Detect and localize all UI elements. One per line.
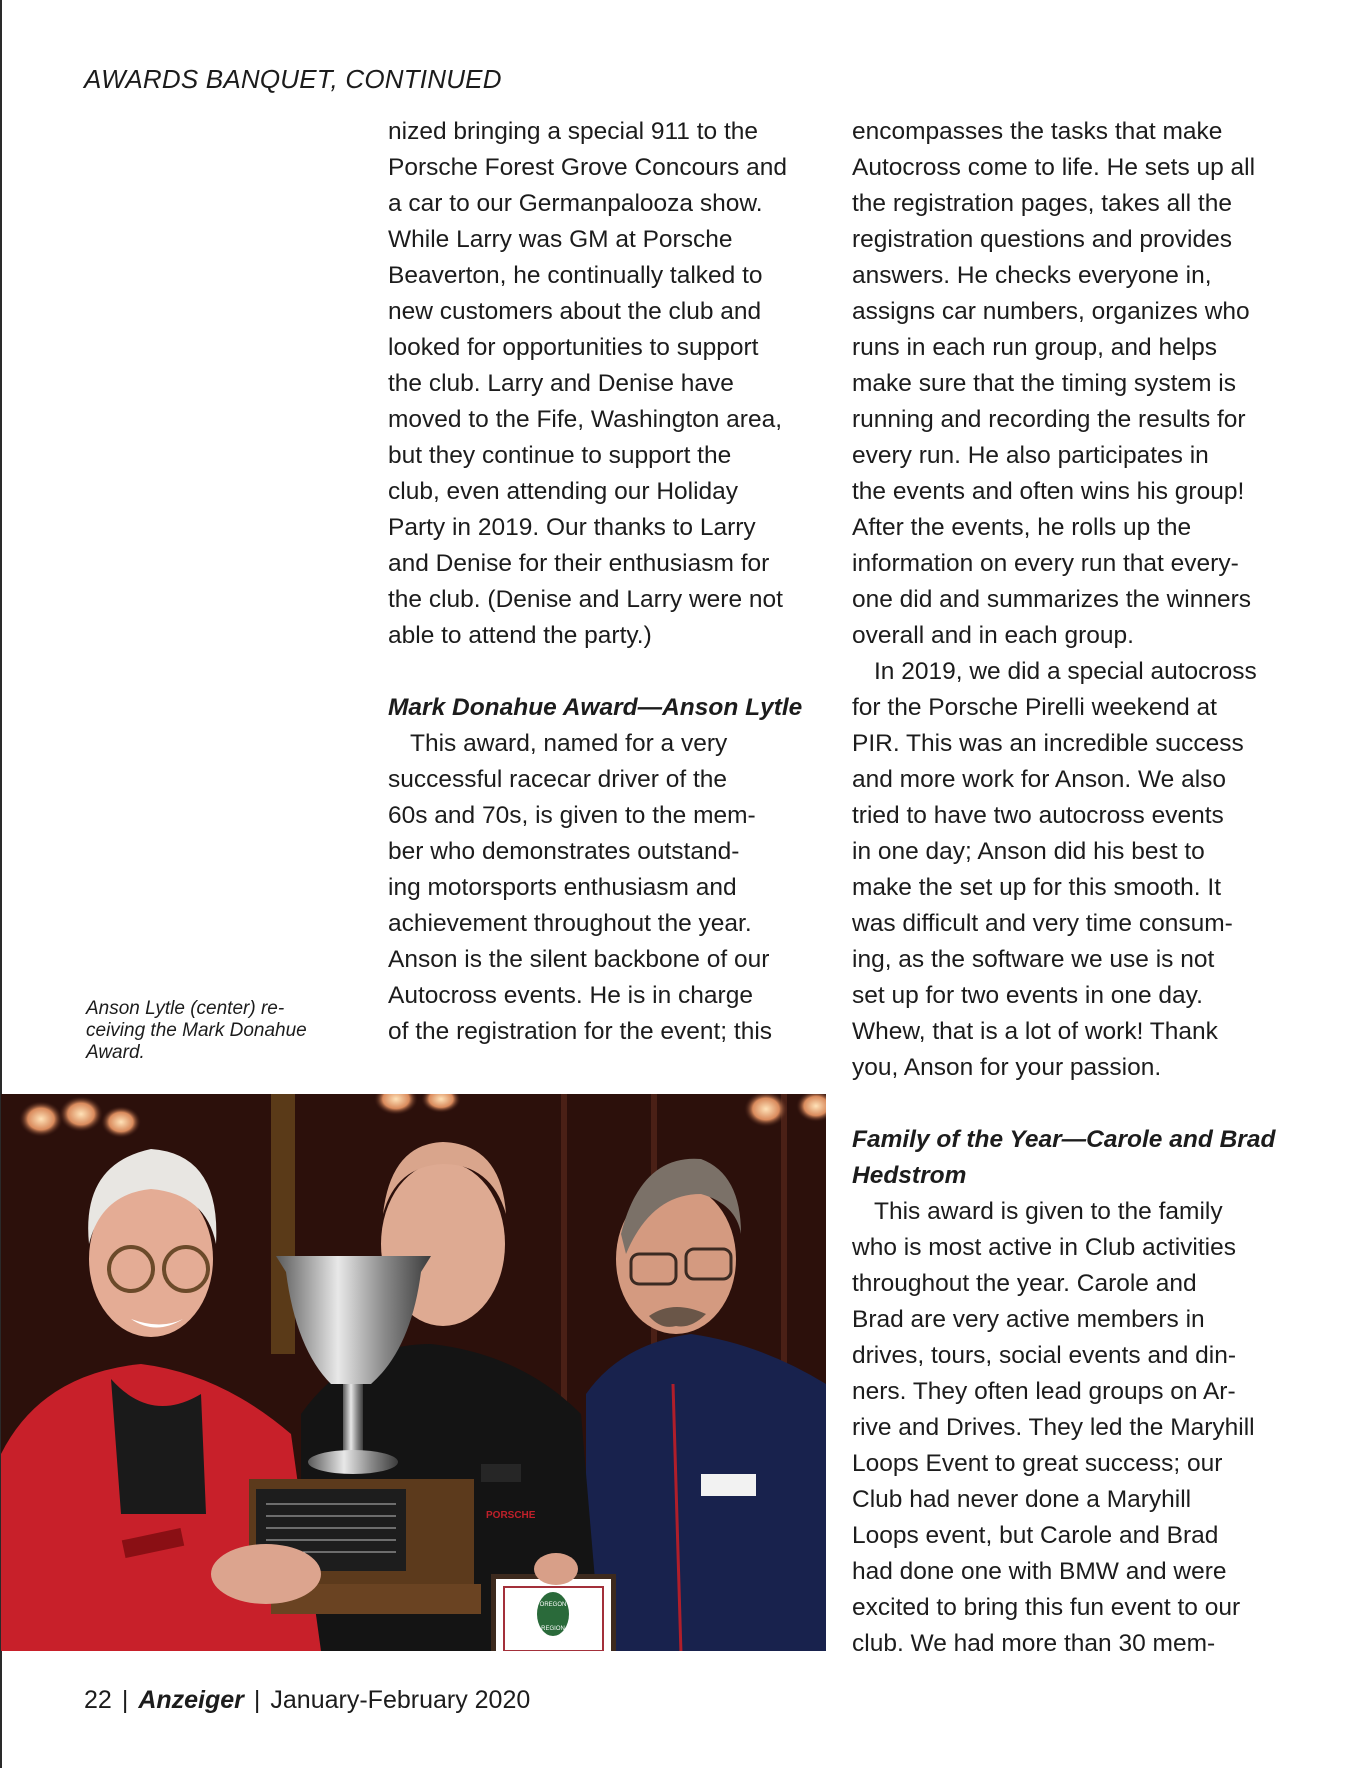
text-line: the events and often wins his group!: [852, 478, 1245, 505]
text-line: and more work for Anson. We also: [852, 766, 1227, 793]
text-line: who is most active in Club activities: [852, 1234, 1236, 1261]
text-line: make sure that the timing system is: [852, 370, 1236, 397]
text-line: of the registration for the event; this: [388, 1018, 773, 1045]
text-line: Porsche Forest Grove Concours and: [388, 154, 787, 181]
publication-name: Anzeiger: [138, 1686, 244, 1714]
text-line: new customers about the club and: [388, 298, 762, 325]
text-line: Club had never done a Maryhill: [852, 1486, 1192, 1513]
text-line: one did and summarizes the winners: [852, 586, 1252, 613]
text-line: and Denise for their enthusiasm for: [388, 550, 770, 577]
text-line: registration questions and provides: [852, 226, 1232, 253]
svg-text:OREGON: OREGON: [539, 1602, 567, 1608]
text-line: Autocross come to life. He sets up all: [852, 154, 1256, 181]
text-line: achievement throughout the year.: [388, 910, 752, 937]
text-line: Beaverton, he continually talked to: [388, 262, 763, 289]
text-line: ing motorsports enthusiasm and: [388, 874, 737, 901]
text-line: This award is given to the family: [874, 1198, 1223, 1225]
text-line: PIR. This was an incredible success: [852, 730, 1244, 757]
text-line: make the set up for this smooth. It: [852, 874, 1222, 901]
text-line: answers. He checks everyone in,: [852, 262, 1212, 289]
footer-separator: |: [253, 1686, 261, 1714]
award-photo: [1, 1094, 826, 1651]
text-line: ing, as the software we use is not: [852, 946, 1215, 973]
family-award-heading-cont: Hedstrom: [852, 1162, 967, 1189]
text-line: overall and in each group.: [852, 622, 1134, 649]
paragraph-gap: [388, 654, 838, 690]
svg-text:REGION: REGION: [541, 1626, 565, 1632]
svg-text:PORSCHE: PORSCHE: [486, 1510, 536, 1521]
family-award-heading: Family of the Year—Carole and Brad: [852, 1126, 1276, 1153]
donahue-award-plaque: [491, 1574, 616, 1651]
text-line: looked for opportunities to support: [388, 334, 759, 361]
caption-line: Award.: [86, 1042, 145, 1063]
text-line: While Larry was GM at Porsche: [388, 226, 733, 253]
text-line: nized bringing a special 911 to the: [388, 118, 759, 145]
text-line: encompasses the tasks that make: [852, 118, 1223, 145]
text-line: Loops event, but Carole and Brad: [852, 1522, 1219, 1549]
text-line: excited to bring this fun event to our: [852, 1594, 1241, 1621]
text-line: Party in 2019. Our thanks to Larry: [388, 514, 756, 541]
text-line: tried to have two autocross events: [852, 802, 1224, 829]
footer-separator: |: [121, 1686, 129, 1714]
text-line: had done one with BMW and were: [852, 1558, 1227, 1585]
text-line: a car to our Germanpalooza show.: [388, 190, 763, 217]
page-number: 22: [84, 1686, 112, 1714]
text-line: set up for two events in one day.: [852, 982, 1203, 1009]
text-line: but they continue to support the: [388, 442, 732, 469]
text-line: running and recording the results for: [852, 406, 1246, 433]
text-line: was difficult and very time consum-: [852, 910, 1233, 937]
text-line: In 2019, we did a special autocross: [874, 658, 1257, 685]
text-line: drives, tours, social events and din-: [852, 1342, 1237, 1369]
text-line: Autocross events. He is in charge: [388, 982, 753, 1009]
paragraph-gap: [852, 1086, 1302, 1122]
text-line: Loops Event to great success; our: [852, 1450, 1223, 1477]
text-line: every run. He also participates in: [852, 442, 1209, 469]
text-line: 60s and 70s, is given to the mem-: [388, 802, 756, 829]
right-column: [852, 114, 1302, 1662]
text-line: ber who demonstrates outstand-: [388, 838, 740, 865]
page-footer: [84, 1686, 530, 1715]
middle-column: [388, 114, 838, 1050]
text-line: the club. Larry and Denise have: [388, 370, 734, 397]
issue-date: January-February 2020: [270, 1686, 531, 1714]
text-line: rive and Drives. They led the Maryhill: [852, 1414, 1255, 1441]
caption-line: ceiving the Mark Donahue: [86, 1020, 307, 1041]
text-line: for the Porsche Pirelli weekend at: [852, 694, 1217, 721]
text-line: This award, named for a very: [410, 730, 728, 757]
text-line: Brad are very active members in: [852, 1306, 1205, 1333]
text-line: moved to the Fife, Washington area,: [388, 406, 783, 433]
text-line: throughout the year. Carole and: [852, 1270, 1197, 1297]
section-header: AWARDS BANQUET, CONTINUED: [84, 64, 502, 94]
caption-line: Anson Lytle (center) re-: [86, 998, 285, 1019]
text-line: club. We had more than 30 mem-: [852, 1630, 1216, 1657]
text-line: assigns car numbers, organizes who: [852, 298, 1250, 325]
text-line: club, even attending our Holiday: [388, 478, 739, 505]
text-line: you, Anson for your passion.: [852, 1054, 1162, 1081]
text-line: able to attend the party.): [388, 622, 652, 649]
text-line: the registration pages, takes all the: [852, 190, 1232, 217]
text-line: information on every run that every-: [852, 550, 1239, 577]
text-line: in one day; Anson did his best to: [852, 838, 1205, 865]
text-line: Anson is the silent backbone of our: [388, 946, 770, 973]
text-line: After the events, he rolls up the: [852, 514, 1192, 541]
text-line: runs in each run group, and helps: [852, 334, 1218, 361]
text-line: the club. (Denise and Larry were not: [388, 586, 783, 613]
photo-caption: [86, 998, 356, 1064]
text-line: Whew, that is a lot of work! Thank: [852, 1018, 1218, 1045]
text-line: ners. They often lead groups on Ar-: [852, 1378, 1236, 1405]
text-line: successful racecar driver of the: [388, 766, 728, 793]
donahue-award-heading: Mark Donahue Award—Anson Lytle: [388, 694, 803, 721]
